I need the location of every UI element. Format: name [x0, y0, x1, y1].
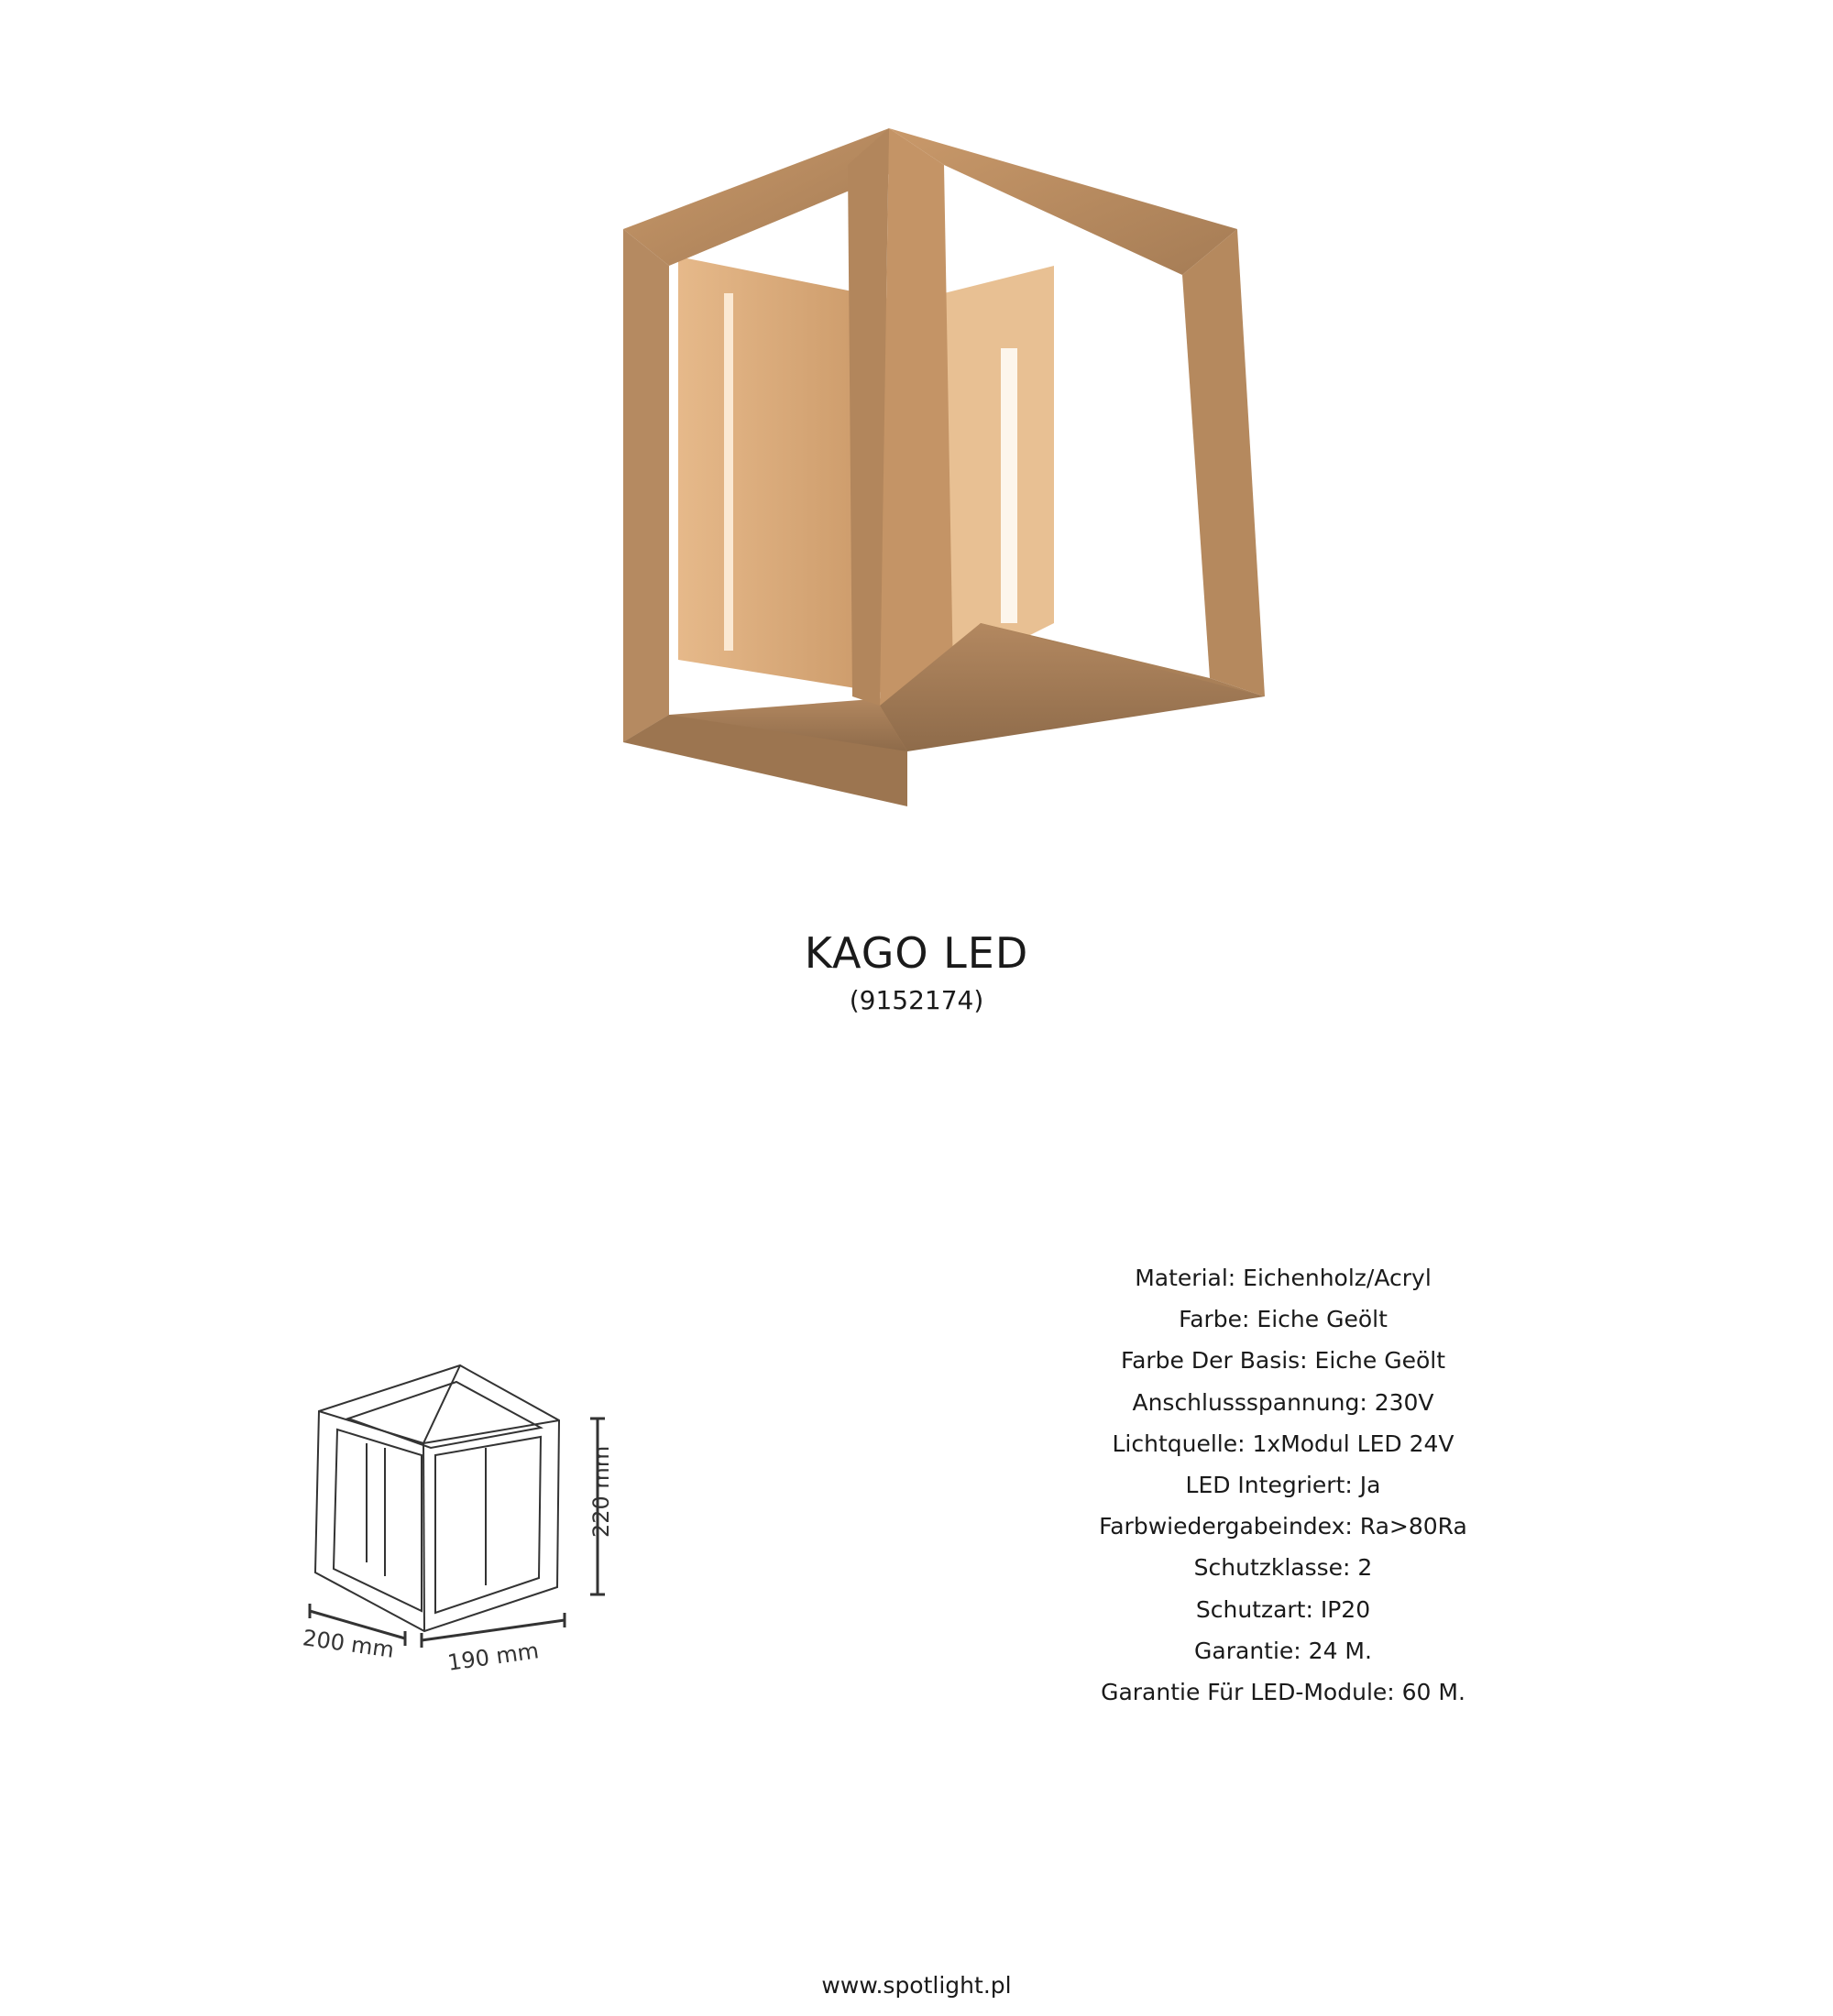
spec-color: Farbe: Eiche Geölt [1179, 1306, 1388, 1333]
spec-material: Material: Eichenholz/Acryl [1135, 1265, 1432, 1291]
product-title: KAGO LED [804, 928, 1029, 978]
spec-ip-rating: Schutzart: IP20 [1195, 1595, 1371, 1623]
product-photo [605, 110, 1265, 806]
spec-led-warranty: Garantie Für LED-Module: 60 M. [1101, 1679, 1465, 1706]
product-code: (9152174) [849, 985, 984, 1015]
spec-cri: Farbwiedergabeindex: Ra>80Ra [1099, 1513, 1467, 1540]
spec-list [1008, 1257, 1558, 1713]
dimension-width-label: 200 mm [301, 1625, 396, 1663]
spec-led-integrated: LED Integriert: Ja [1185, 1472, 1381, 1499]
dimension-height-label: 220 mm [588, 1445, 614, 1538]
spec-voltage: Anschlussspannung: 230V [1132, 1388, 1434, 1416]
spec-protection-class: Schutzklasse: 2 [1193, 1554, 1373, 1582]
spec-base-color: Farbe Der Basis: Eiche Geölt [1120, 1347, 1446, 1375]
spec-light-source: Lichtquelle: 1xModul LED 24V [1112, 1430, 1454, 1457]
dimension-depth-label: 190 mm [445, 1638, 541, 1676]
spec-warranty: Garantie: 24 M. [1194, 1637, 1372, 1664]
footer-url[interactable]: www.spotlight.pl [821, 1972, 1012, 1999]
